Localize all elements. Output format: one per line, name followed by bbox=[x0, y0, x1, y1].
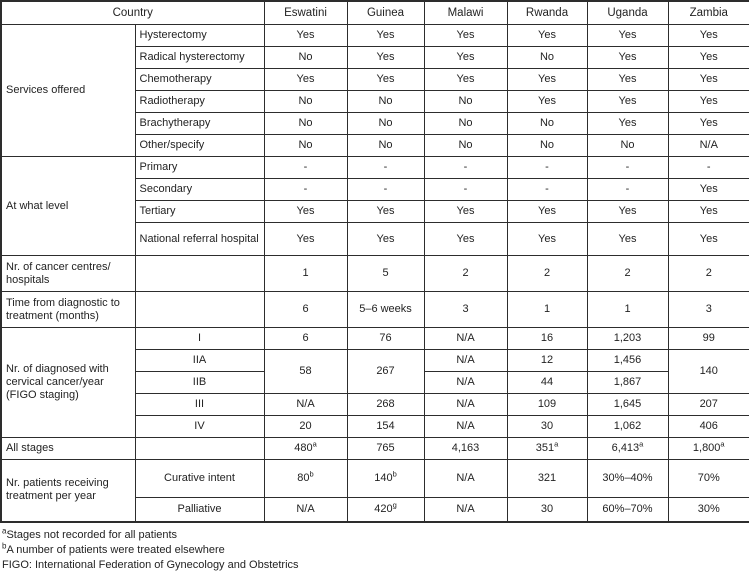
data-cell: 1,062 bbox=[587, 416, 668, 438]
data-cell: Yes bbox=[424, 223, 507, 256]
column-header-eswatini: Eswatini bbox=[264, 1, 347, 25]
data-cell: 30 bbox=[507, 498, 587, 522]
data-cell: 30 bbox=[507, 416, 587, 438]
footnote-marker: b bbox=[309, 469, 314, 479]
data-cell: 30%–40% bbox=[587, 460, 668, 498]
data-cell: No bbox=[424, 91, 507, 113]
data-cell: N/A bbox=[424, 460, 507, 498]
column-header-country: Country bbox=[1, 1, 264, 25]
data-cell: 1,800$^a$ bbox=[668, 438, 749, 460]
data-cell: 4,163 bbox=[424, 438, 507, 460]
data-cell: Yes bbox=[668, 91, 749, 113]
data-cell: 321 bbox=[507, 460, 587, 498]
column-header-uganda: Uganda bbox=[587, 1, 668, 25]
row-category: Nr. patients receiving treatment per year bbox=[1, 460, 135, 522]
column-header-zambia: Zambia bbox=[668, 1, 749, 25]
column-header-rwanda: Rwanda bbox=[507, 1, 587, 25]
row-subcategory: Brachytherapy bbox=[135, 113, 264, 135]
data-cell: Yes bbox=[347, 47, 424, 69]
data-cell: 2 bbox=[587, 256, 668, 292]
row-subcategory: Tertiary bbox=[135, 201, 264, 223]
row-subcategory: Chemotherapy bbox=[135, 69, 264, 91]
data-cell: 2 bbox=[424, 256, 507, 292]
data-cell: N/A bbox=[424, 350, 507, 372]
data-cell: Yes bbox=[507, 223, 587, 256]
row-subcategory: I bbox=[135, 328, 264, 350]
data-cell: 1,456 bbox=[587, 350, 668, 372]
data-cell: Yes bbox=[668, 201, 749, 223]
data-cell: Yes bbox=[424, 47, 507, 69]
column-header-guinea: Guinea bbox=[347, 1, 424, 25]
data-cell: Yes bbox=[587, 223, 668, 256]
footnote-marker: a bbox=[720, 439, 725, 449]
data-cell: Yes bbox=[668, 25, 749, 47]
data-cell: N/A bbox=[424, 416, 507, 438]
data-cell: No bbox=[424, 135, 507, 157]
row-subcategory: Other/specify bbox=[135, 135, 264, 157]
table-header bbox=[1, 1, 749, 25]
data-cell: Yes bbox=[668, 113, 749, 135]
data-cell: N/A bbox=[424, 328, 507, 350]
footnote-marker: b bbox=[2, 540, 7, 550]
data-cell: 2 bbox=[668, 256, 749, 292]
data-cell: 44 bbox=[507, 372, 587, 394]
data-cell: 3 bbox=[424, 292, 507, 328]
footnote: FIGO: International Federation of Gynecology and Obstetrics bbox=[2, 558, 299, 571]
data-cell: 5–6 weeks bbox=[347, 292, 424, 328]
table-row bbox=[1, 256, 749, 292]
data-cell: 6,413$^a$ bbox=[587, 438, 668, 460]
data-cell: No bbox=[347, 91, 424, 113]
data-cell: - bbox=[587, 179, 668, 201]
data-cell: 1,867 bbox=[587, 372, 668, 394]
data-cell: - bbox=[347, 157, 424, 179]
data-cell: Yes bbox=[424, 69, 507, 91]
row-category: Services offered bbox=[1, 25, 135, 157]
data-cell: 5 bbox=[347, 256, 424, 292]
data-cell: 267 bbox=[347, 350, 424, 394]
data-cell: Yes bbox=[507, 25, 587, 47]
data-cell: 30% bbox=[668, 498, 749, 522]
footnote-marker: g bbox=[392, 500, 397, 510]
data-cell: Yes bbox=[587, 91, 668, 113]
data-cell: 140$^b$ bbox=[347, 460, 424, 498]
footnote: $^b$A number of patients were treated elsewhere bbox=[2, 540, 225, 556]
table-row bbox=[1, 292, 749, 328]
data-cell: Yes bbox=[587, 201, 668, 223]
data-cell: 420$^g$ bbox=[347, 498, 424, 522]
data-cell: 58 bbox=[264, 350, 347, 394]
data-cell: Yes bbox=[668, 47, 749, 69]
data-cell: 99 bbox=[668, 328, 749, 350]
row-subcategory: IV bbox=[135, 416, 264, 438]
data-cell: Yes bbox=[347, 223, 424, 256]
row-subcategory: Radical hysterectomy bbox=[135, 47, 264, 69]
data-cell: - bbox=[587, 157, 668, 179]
row-subcategory: National referral hospital bbox=[135, 223, 264, 256]
data-cell: Yes bbox=[587, 113, 668, 135]
row-subcategory: Hysterectomy bbox=[135, 25, 264, 47]
footnote-marker: a bbox=[312, 439, 317, 449]
data-cell: Yes bbox=[424, 25, 507, 47]
data-cell: N/A bbox=[424, 498, 507, 522]
row-subcategory: Palliative bbox=[135, 498, 264, 522]
data-cell: No bbox=[424, 113, 507, 135]
data-cell: 2 bbox=[507, 256, 587, 292]
data-cell: N/A bbox=[264, 498, 347, 522]
row-subcategory: Radiotherapy bbox=[135, 91, 264, 113]
footnote-marker: a bbox=[554, 439, 559, 449]
data-cell: No bbox=[507, 113, 587, 135]
data-cell: Yes bbox=[347, 69, 424, 91]
data-cell: No bbox=[507, 135, 587, 157]
row-subcategory: III bbox=[135, 394, 264, 416]
data-cell: - bbox=[424, 157, 507, 179]
data-cell: No bbox=[587, 135, 668, 157]
data-cell: Yes bbox=[507, 201, 587, 223]
data-cell: N/A bbox=[668, 135, 749, 157]
row-category: Nr. of diagnosed with cervical cancer/​year (FIGO staging) bbox=[1, 328, 135, 438]
data-cell: - bbox=[507, 157, 587, 179]
table-body bbox=[1, 25, 749, 522]
row-subcategory bbox=[135, 292, 264, 328]
data-cell: Yes bbox=[347, 25, 424, 47]
row-subcategory bbox=[135, 438, 264, 460]
data-cell: 406 bbox=[668, 416, 749, 438]
footnote-marker: b bbox=[392, 469, 397, 479]
data-cell: No bbox=[264, 47, 347, 69]
data-cell: 20 bbox=[264, 416, 347, 438]
data-cell: Yes bbox=[507, 69, 587, 91]
data-cell: 1 bbox=[507, 292, 587, 328]
footnote-marker: a bbox=[2, 525, 7, 535]
column-header-malawi: Malawi bbox=[424, 1, 507, 25]
row-subcategory bbox=[135, 256, 264, 292]
row-category: Time from diagnostic to treatment (months) bbox=[1, 292, 135, 328]
row-subcategory: Primary bbox=[135, 157, 264, 179]
table-row bbox=[1, 25, 749, 47]
table-row bbox=[1, 328, 749, 350]
data-cell: 76 bbox=[347, 328, 424, 350]
data-cell: N/A bbox=[424, 372, 507, 394]
data-cell: - bbox=[264, 157, 347, 179]
data-cell: - bbox=[264, 179, 347, 201]
data-cell: 140 bbox=[668, 350, 749, 394]
data-cell: - bbox=[668, 157, 749, 179]
data-cell: Yes bbox=[264, 25, 347, 47]
table-row bbox=[1, 157, 749, 179]
data-cell: Yes bbox=[587, 69, 668, 91]
data-cell: 80$^b$ bbox=[264, 460, 347, 498]
data-cell: 109 bbox=[507, 394, 587, 416]
header-row bbox=[1, 1, 749, 25]
data-cell: 6 bbox=[264, 328, 347, 350]
data-cell: - bbox=[507, 179, 587, 201]
data-cell: Yes bbox=[668, 179, 749, 201]
data-cell: Yes bbox=[424, 201, 507, 223]
data-cell: - bbox=[424, 179, 507, 201]
data-cell: 60%–70% bbox=[587, 498, 668, 522]
data-cell: Yes bbox=[264, 223, 347, 256]
data-cell: Yes bbox=[587, 25, 668, 47]
data-cell: N/A bbox=[424, 394, 507, 416]
data-cell: 70% bbox=[668, 460, 749, 498]
data-cell: - bbox=[347, 179, 424, 201]
data-cell: Yes bbox=[347, 201, 424, 223]
data-cell: Yes bbox=[587, 47, 668, 69]
data-cell: No bbox=[507, 47, 587, 69]
data-cell: 351$^a$ bbox=[507, 438, 587, 460]
data-cell: 207 bbox=[668, 394, 749, 416]
data-cell: Yes bbox=[668, 69, 749, 91]
data-cell: Yes bbox=[264, 69, 347, 91]
data-cell: Yes bbox=[507, 91, 587, 113]
table-row bbox=[1, 460, 749, 498]
data-cell: No bbox=[264, 135, 347, 157]
row-category: At what level bbox=[1, 157, 135, 256]
data-cell: No bbox=[264, 91, 347, 113]
row-subcategory: IIA bbox=[135, 350, 264, 372]
data-cell: No bbox=[347, 135, 424, 157]
data-cell: 154 bbox=[347, 416, 424, 438]
footnotes-block bbox=[0, 523, 749, 573]
row-category: Nr. of cancer centres/​hospitals bbox=[1, 256, 135, 292]
data-cell: 3 bbox=[668, 292, 749, 328]
data-cell: 6 bbox=[264, 292, 347, 328]
table-row bbox=[1, 438, 749, 460]
data-cell: 268 bbox=[347, 394, 424, 416]
data-cell: 12 bbox=[507, 350, 587, 372]
row-subcategory: IIB bbox=[135, 372, 264, 394]
data-cell: 765 bbox=[347, 438, 424, 460]
data-cell: N/A bbox=[264, 394, 347, 416]
data-cell: 480$^a$ bbox=[264, 438, 347, 460]
footnote: $^a$Stages not recorded for all patients bbox=[2, 525, 178, 541]
data-cell: Yes bbox=[264, 201, 347, 223]
footnote-marker: a bbox=[639, 439, 644, 449]
data-cell: No bbox=[264, 113, 347, 135]
data-cell: Yes bbox=[668, 223, 749, 256]
row-subcategory: Curative intent bbox=[135, 460, 264, 498]
data-cell: 1,645 bbox=[587, 394, 668, 416]
data-cell: 1,203 bbox=[587, 328, 668, 350]
row-subcategory: Secondary bbox=[135, 179, 264, 201]
data-cell: 16 bbox=[507, 328, 587, 350]
data-cell: No bbox=[347, 113, 424, 135]
data-cell: 1 bbox=[587, 292, 668, 328]
row-category: All stages bbox=[1, 438, 135, 460]
data-cell: 1 bbox=[264, 256, 347, 292]
